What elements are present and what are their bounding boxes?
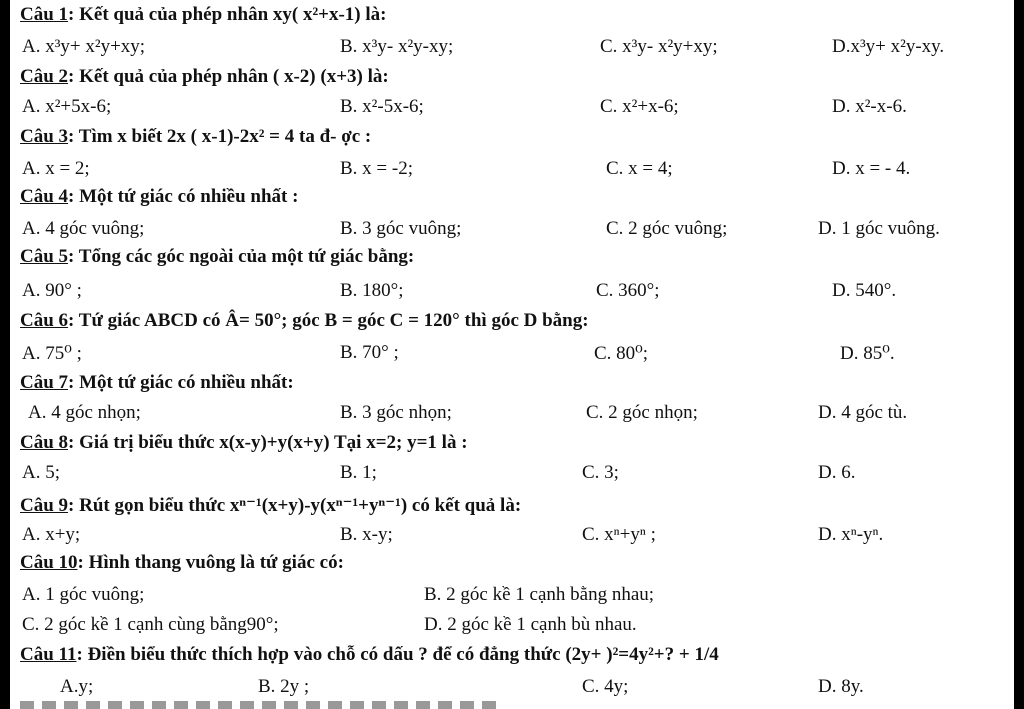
question-10 [20,552,344,574]
left-border [0,0,10,709]
question-11 [20,644,719,666]
q2-option-a: A. x²+5x-6; [22,96,112,117]
question-2 [20,66,389,88]
q3-option-b: B. x = -2; [340,158,413,179]
question-text: : Tìm x biết 2x ( x-1)-2x² = 4 ta đ- ợc : [68,126,372,147]
q1-option-d: D.x³y+ x²y-xy. [832,36,945,57]
q1-option-b: B. x³y- x²y-xy; [340,36,454,57]
q2-option-b: B. x²-5x-6; [340,96,424,117]
q4-option-d: D. 1 góc vuông. [818,218,940,239]
q2-option-d: D. x²-x-6. [832,96,907,117]
question-6 [20,310,589,332]
question-number: Câu 10 [20,552,78,573]
q5-option-a: A. 90° ; [22,280,82,301]
q6-option-d: D. 85⁰. [840,343,895,364]
q11-option-a: A.y; [60,676,94,697]
q7-option-d: D. 4 góc tù. [818,402,908,423]
q7-option-c: C. 2 góc nhọn; [586,402,698,423]
question-number: Câu 7 [20,372,69,393]
question-1 [20,4,387,26]
q7-option-b: B. 3 góc nhọn; [340,402,452,423]
q6-option-a: A. 75⁰ ; [22,343,82,364]
q6-option-c: C. 80⁰; [594,343,649,364]
q3-option-d: D. x = - 4. [832,158,911,179]
q11-option-d: D. 8y. [818,676,864,697]
q8-option-b: B. 1; [340,462,377,483]
q6-option-b: B. 70° ; [340,342,399,363]
question-text: : Rút gọn biểu thức xⁿ⁻¹(x+y)-y(xⁿ⁻¹+yⁿ⁻¹) có kết quả là: [68,495,522,516]
q3-option-c: C. x = 4; [606,158,673,179]
question-number: Câu 2 [20,66,69,87]
q1-option-a: A. x³y+ x²y+xy; [22,36,146,57]
q9-option-a: A. x+y; [22,524,81,545]
q5-option-c: C. 360°; [596,280,660,301]
q10-option-d: D. 2 góc kề 1 cạnh bù nhau. [424,614,637,635]
question-8 [20,432,468,454]
question-text: : Giá trị biểu thức x(x-y)+y(x+y) Tại x=2; y=1 là : [68,432,468,453]
question-text: : Một tứ giác có nhiều nhất : [68,186,299,207]
question-number: Câu 8 [20,432,69,453]
q11-option-c: C. 4y; [582,676,629,697]
question-3 [20,126,371,148]
q10-option-c: C. 2 góc kề 1 cạnh cùng bằng90°; [22,614,279,635]
question-number: Câu 5 [20,246,69,267]
q1-option-c: C. x³y- x²y+xy; [600,36,718,57]
question-number: Câu 3 [20,126,69,147]
q8-option-d: D. 6. [818,462,856,483]
question-text: : Điền biểu thức thích hợp vào chỗ có dấu ? để có đẳng thức (2y+ )²=4y²+? + 1/4 [76,644,719,665]
question-text: : Một tứ giác có nhiều nhất: [68,372,294,393]
question-number: Câu 1 [20,4,69,25]
q2-option-c: C. x²+x-6; [600,96,679,117]
q3-option-a: A. x = 2; [22,158,90,179]
question-number: Câu 6 [20,310,69,331]
q10-option-b: B. 2 góc kề 1 cạnh bằng nhau; [424,584,655,605]
question-number: Câu 4 [20,186,69,207]
question-7 [20,372,294,394]
q8-option-c: C. 3; [582,462,619,483]
question-9 [20,494,521,517]
question-text: : Kết quả của phép nhân xy( x²+x-1) là: [68,4,387,25]
right-border [1014,0,1024,709]
q5-option-d: D. 540°. [832,280,897,301]
question-number: Câu 11 [20,644,77,665]
q8-option-a: A. 5; [22,462,60,483]
question-number: Câu 9 [20,495,69,516]
question-text: : Tổng các góc ngoài của một tứ giác bằng: [68,246,415,267]
q9-option-c: C. xⁿ+yⁿ ; [582,524,656,545]
q4-option-b: B. 3 góc vuông; [340,218,462,239]
q5-option-b: B. 180°; [340,280,404,301]
question-4 [20,186,298,208]
question-text: : Tứ giác ABCD có Â= 50°; góc B = góc C = 120° thì góc D bằng: [68,310,589,331]
question-text: : Hình thang vuông là tứ giác có: [77,552,344,573]
q9-option-b: B. x-y; [340,524,393,545]
cut-off-next-line [20,701,500,709]
q4-option-a: A. 4 góc vuông; [22,218,145,239]
question-text: : Kết quả của phép nhân ( x-2) (x+3) là: [68,66,389,87]
question-5 [20,246,414,268]
q10-option-a: A. 1 góc vuông; [22,584,145,605]
q9-option-d: D. xⁿ-yⁿ. [818,524,884,545]
q11-option-b: B. 2y ; [258,676,310,697]
q4-option-c: C. 2 góc vuông; [606,218,728,239]
q7-option-a: A. 4 góc nhọn; [28,402,141,423]
